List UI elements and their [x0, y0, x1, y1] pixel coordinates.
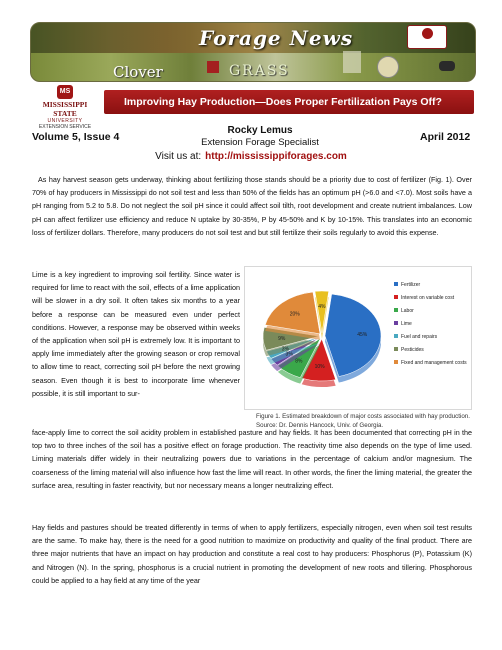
- barn-icon: [207, 61, 219, 73]
- legend-label: Lime: [401, 321, 412, 327]
- legend-swatch: [394, 334, 398, 338]
- legend-swatch: [394, 321, 398, 325]
- paragraph-3: face-apply lime to correct the soil acidity problem in established pasture and hay fields. It has been documented that correcting pH in the top two to three inches of the soil has a positive effect on forage production. The reactivity time also depends on the type of lime used. Liming materials differ widely in their neutralizing powers due to variations in the percentage of calcium and/or magnesium. The coarseness of the liming material will also influence how fast the lime will react. In other words, the finer the liming material, the greater the surface area, resulting in faster reactivity, but nor necessary means a longer neutralizing effect.: [32, 428, 472, 490]
- legend-swatch: [394, 295, 398, 299]
- legend-swatch: [394, 360, 398, 364]
- paragraph-1: As hay harvest season gets underway, thinking about fertilizing those stands should be a priority due to cost of fertilizer (Fig. 1). Over 70% of hay producers in Mississippi do not soil test and less than 50% of the fields has an optimum pH (>6.0 and <7.0). Most soils have a pH ranging from 5.2 to 5.8. Do not neglect the soil pH since it could affect soil tilth, root development and create nutrient imbalances. Low pH can affect fertilizer use efficiency and reduce N uptake by 30-35%, P by 45-50% and K by 10-15%. This translates into an economic loss of fertilizer dollars. Therefore, many producers do not soil test and but still fertilize their soils regularly to avoid this expense.: [32, 175, 472, 237]
- msu-extension-logo: [34, 85, 96, 130]
- caption-line-1: Figure 1. Estimated breakdown of major costs associated with hay production.: [256, 413, 470, 420]
- visit-label: Visit us at:: [155, 151, 202, 162]
- pie-value-label: 3%: [281, 346, 290, 353]
- pie-value-label: 10%: [314, 364, 325, 371]
- msu-badge-icon: MS: [57, 85, 73, 99]
- banner-msu-logo: [407, 25, 447, 49]
- caption-line-2: Source: Dr. Dennis Hancock, Univ. of Georgia.: [256, 422, 384, 429]
- article-title: Improving Hay Production—Does Proper Fertilization Pays Off?: [104, 90, 474, 114]
- legend-label: Fuel and repairs: [401, 334, 438, 340]
- newsletter-title: Forage News: [199, 26, 354, 50]
- logo-line3: EXTENSION SERVICE: [38, 124, 92, 130]
- author-role: Extension Forage Specialist: [201, 137, 319, 148]
- masthead-banner: [30, 22, 476, 82]
- legend-label: Fertilizer: [401, 282, 421, 288]
- logo-line1: MISSISSIPPI STATE: [42, 100, 88, 118]
- paragraph-2: Lime is a key ingredient to improving soil fertility. Since water is required for lime to react with the soil, effects of a lime application will be slower in a dry soil. It often takes six months to a year before a response can be measured even under perfect conditions. However, a response may be observed within weeks of the application when soil pH is extremely low. It is important to apply lime immediately after the growing season or crop removal to allow time to react, correcting soil pH before the next growing season. Even though it is best to incorporate lime whenever possible, it is still important to sur-: [32, 270, 241, 398]
- pie-value-label: 20%: [289, 311, 300, 318]
- pie-chart-svg: [244, 266, 472, 410]
- legend-swatch: [394, 282, 398, 286]
- visit-line: [0, 151, 502, 162]
- pie-value-label: 9%: [278, 335, 286, 342]
- pie-value-label: 4%: [318, 303, 326, 310]
- legend-swatch: [394, 308, 398, 312]
- logo-line2: UNIVERSITY: [47, 118, 83, 124]
- website-link[interactable]: http://mississippiforages.com: [205, 151, 347, 162]
- issue-date: April 2012: [420, 131, 471, 143]
- pie-value-label: 8%: [295, 358, 303, 365]
- author-block: [180, 125, 340, 148]
- legend-label: Interest on variable cost: [401, 295, 455, 301]
- legend-label: Fixed and management costs: [401, 360, 467, 366]
- legend-label: Labor: [401, 308, 414, 314]
- paragraph-4: Hay fields and pastures should be treated differently in terms of when to apply fertilizers, especially nitrogen, even when soil test results are the same. To make hay, there is the need for a good nutrition to maximize on productivity and quality of the final product. There are three major nutrients that have an impact on hay production and constitute a real cost to hay producers: Phosphorus (P), Potassium (K) and Nitrogen (N). In the spring, phosphorus is a crucial nutrient in promoting the development of new roots and tillering. Phosphorous could be applied to a hay field at any time of the year: [32, 523, 472, 585]
- cost-breakdown-chart: [244, 266, 472, 410]
- mississippi-map-icon: [343, 51, 361, 73]
- legend-label: Pesticides: [401, 347, 424, 353]
- cow-icon: [439, 61, 455, 71]
- grass-label: GRASS: [229, 63, 290, 79]
- npk-icon: [377, 56, 399, 78]
- pie-value-label: 45%: [357, 332, 368, 339]
- legend-swatch: [394, 347, 398, 351]
- volume-issue: Volume 5, Issue 4: [32, 131, 120, 143]
- clover-label: Clover: [113, 63, 163, 81]
- pie-value-label: 3%: [285, 351, 293, 358]
- author-name: Rocky Lemus: [227, 125, 293, 136]
